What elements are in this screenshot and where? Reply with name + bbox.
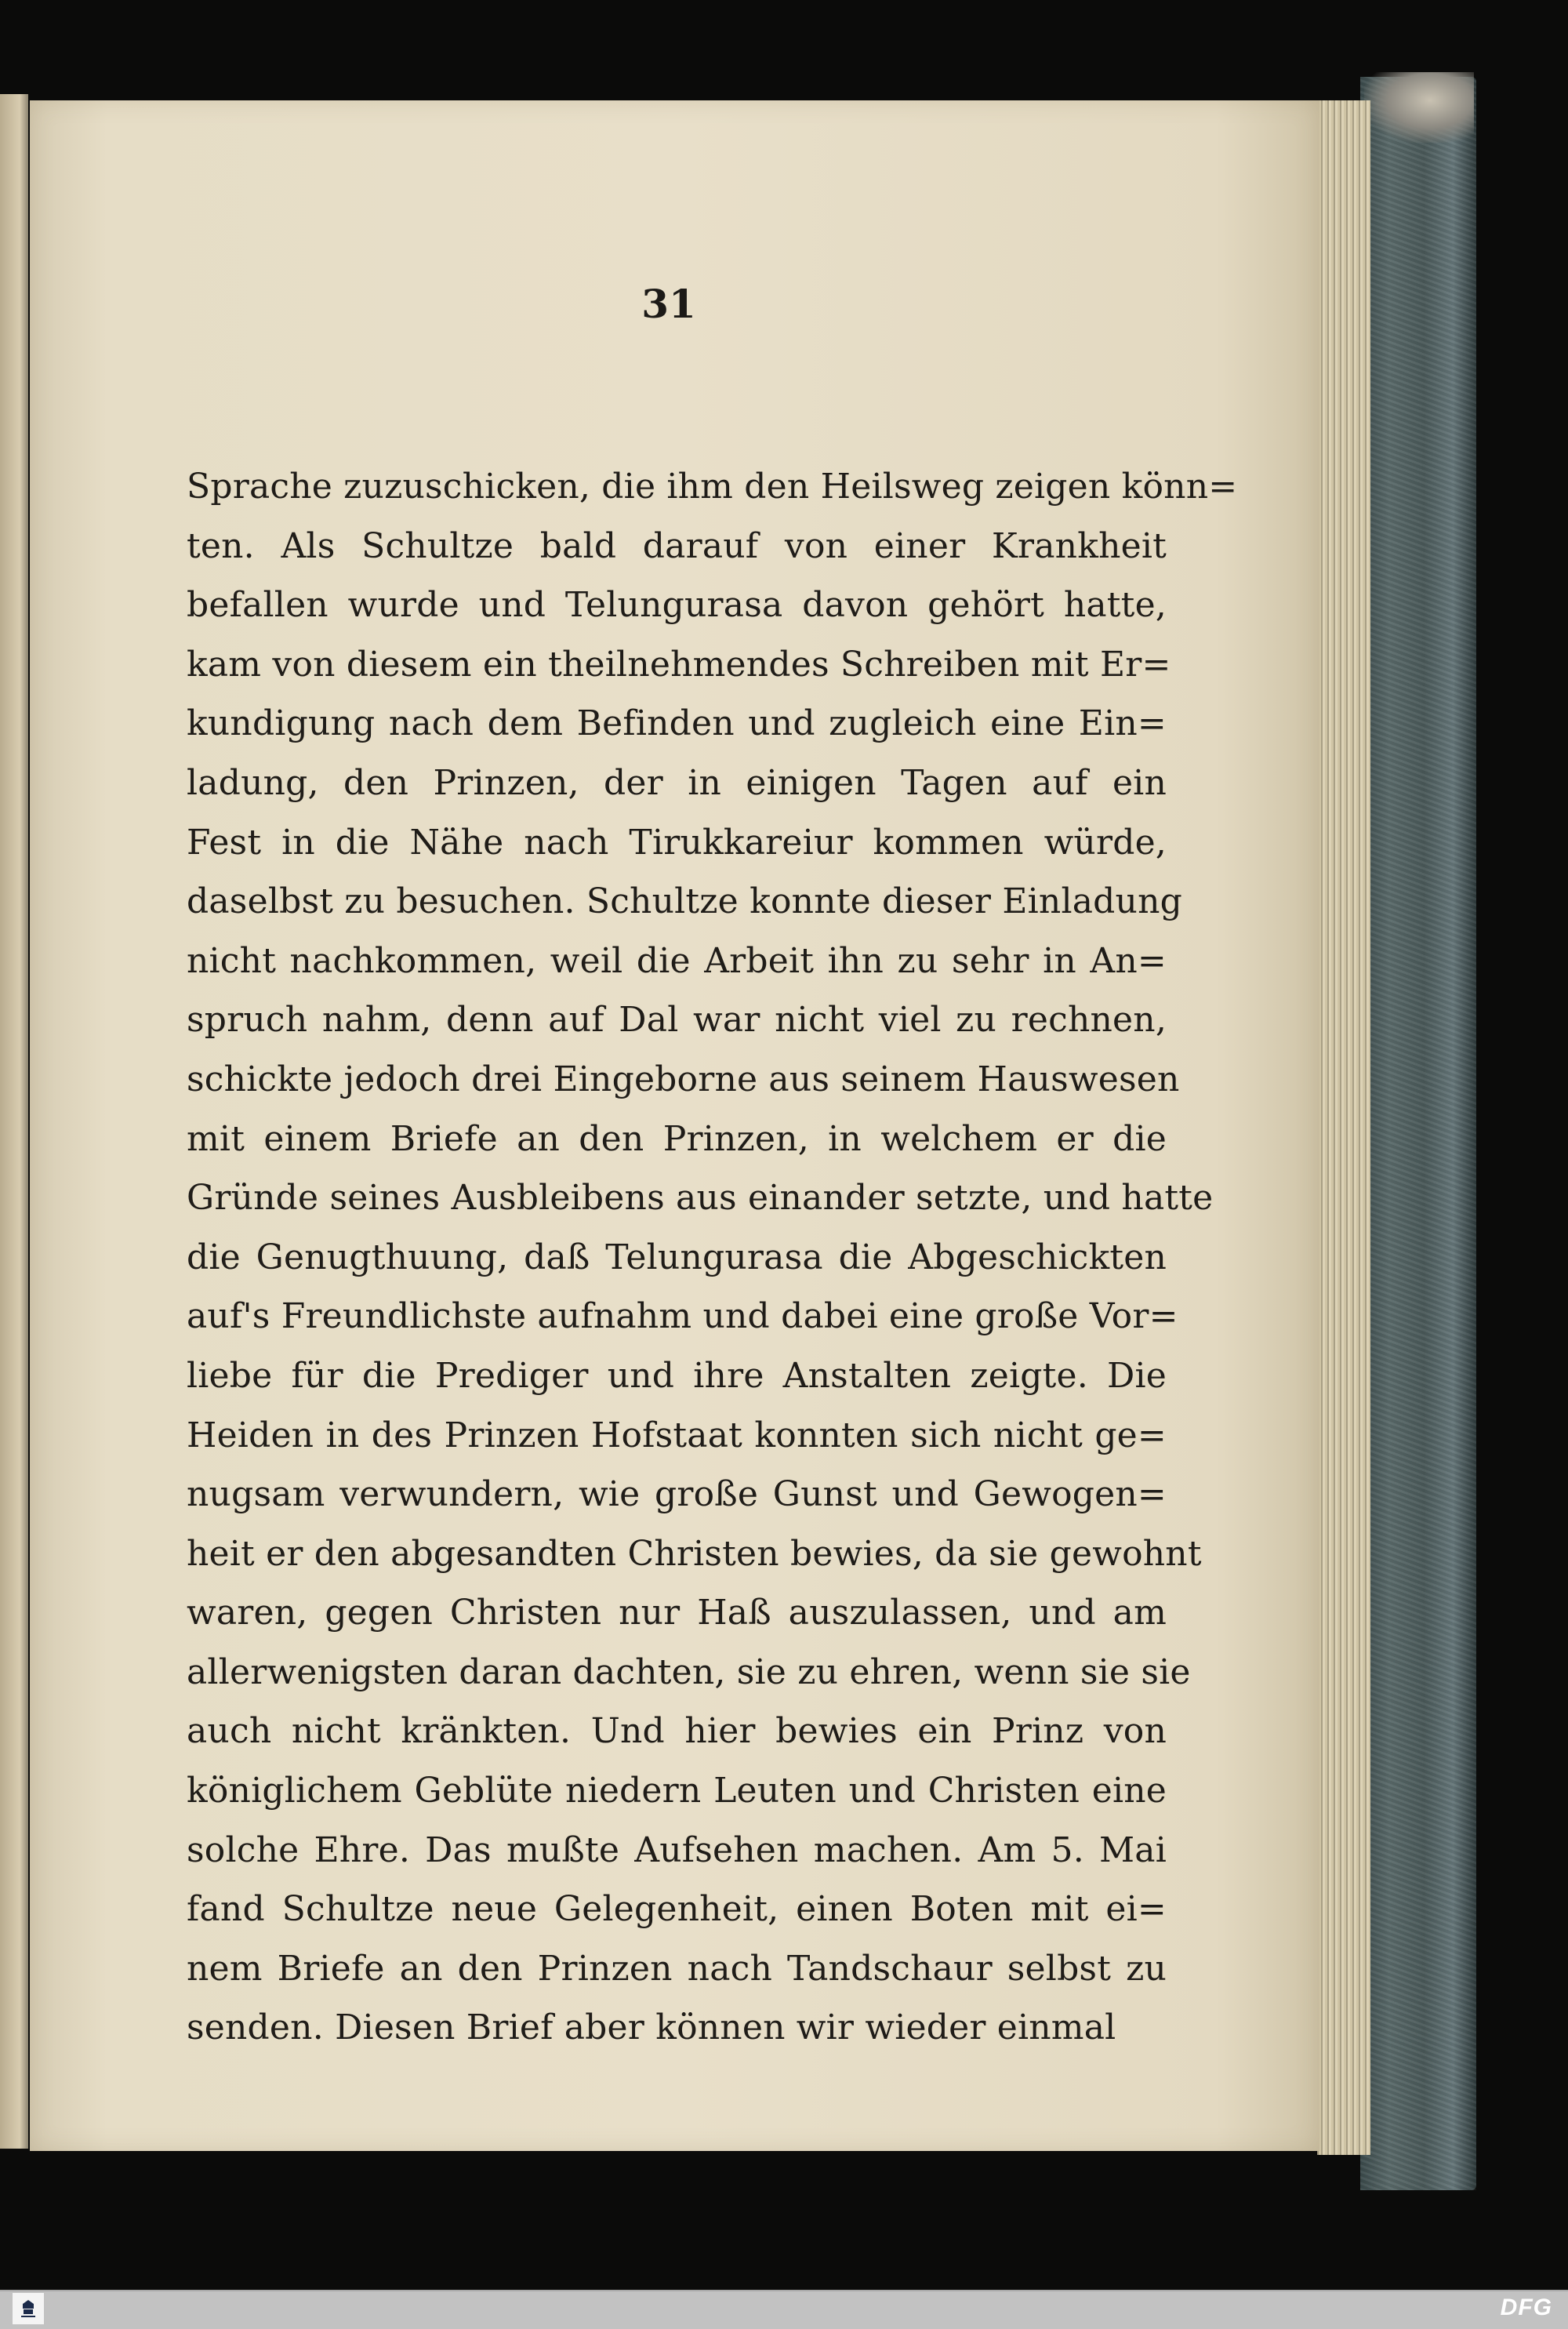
text-line: befallen wurde und Telungurasa davon gehört hatte,	[187, 585, 1167, 626]
text-line: kam von diesem ein theilnehmendes Schreiben mit Er=	[187, 644, 1171, 685]
text-line: nugsam verwundern, wie große Gunst und Gewogen=	[187, 1474, 1167, 1515]
page-edge-stack	[1317, 100, 1370, 2155]
dfg-logo: DFG	[1500, 2294, 1552, 2320]
text-line: Sprache zuzuschicken, die ihm den Heilsweg zeigen könn=	[187, 467, 1238, 507]
text-line: auf's Freundlichste aufnahm und dabei eine große Vor=	[187, 1296, 1178, 1337]
text-line: ten. Als Schultze bald darauf von einer Krankheit	[187, 525, 1167, 566]
text-line: senden. Diesen Brief aber können wir wieder einmal	[187, 2007, 1116, 2048]
text-line: waren, gegen Christen nur Haß auszulassen, und am	[187, 1593, 1167, 1633]
text-line: Gründe seines Ausbleibens aus einander setzte, und hatte	[187, 1178, 1214, 1219]
text-line: auch nicht kränkten. Und hier bewies ein Prinz von	[187, 1711, 1167, 1752]
page-number: 31	[641, 281, 696, 327]
text-line: spruch nahm, denn auf Dal war nicht viel zu rechnen,	[187, 1000, 1167, 1041]
body-text	[187, 457, 1238, 2058]
text-line: ladung, den Prinzen, der in einigen Tagen auf ein	[187, 762, 1167, 803]
text-line: Fest in die Nähe nach Tirukkareiur kommen würde,	[187, 822, 1167, 863]
text-line: schickte jedoch drei Eingeborne aus seinem Hauswesen	[187, 1059, 1180, 1099]
previous-page-edge	[0, 94, 28, 2149]
text-line: allerwenigsten daran dachten, sie zu ehren, wenn sie sie	[187, 1651, 1191, 1692]
book-page	[30, 100, 1319, 2151]
text-line: mit einem Briefe an den Prinzen, in welchem er die	[187, 1118, 1167, 1159]
text-line: königlichem Geblüte niedern Leuten und Christen eine	[187, 1771, 1167, 1811]
viewer-footer-bar	[0, 2290, 1568, 2329]
text-line: die Genugthuung, daß Telungurasa die Abgeschickten	[187, 1237, 1167, 1277]
text-line: Heiden in des Prinzen Hofstaat konnten sich nicht ge=	[187, 1415, 1167, 1455]
text-line: nicht nachkommen, weil die Arbeit ihn zu sehr in An=	[187, 940, 1167, 981]
text-line: nem Briefe an den Prinzen nach Tandschaur selbst zu	[187, 1948, 1167, 1989]
text-line: daselbst zu besuchen. Schultze konnte dieser Einladung	[187, 881, 1182, 922]
worn-cover-corner	[1364, 72, 1474, 143]
book-cover	[1360, 77, 1476, 2190]
text-line: fand Schultze neue Gelegenheit, einen Boten mit ei=	[187, 1889, 1167, 1930]
library-crest-icon	[13, 2293, 44, 2324]
text-line: kundigung nach dem Befinden und zugleich eine Ein=	[187, 703, 1167, 744]
text-line: solche Ehre. Das mußte Aufsehen machen. Am 5. Mai	[187, 1829, 1167, 1870]
text-line: heit er den abgesandten Christen bewies, da sie gewohnt	[187, 1533, 1202, 1574]
text-line: liebe für die Prediger und ihre Anstalten zeigte. Die	[187, 1355, 1167, 1396]
